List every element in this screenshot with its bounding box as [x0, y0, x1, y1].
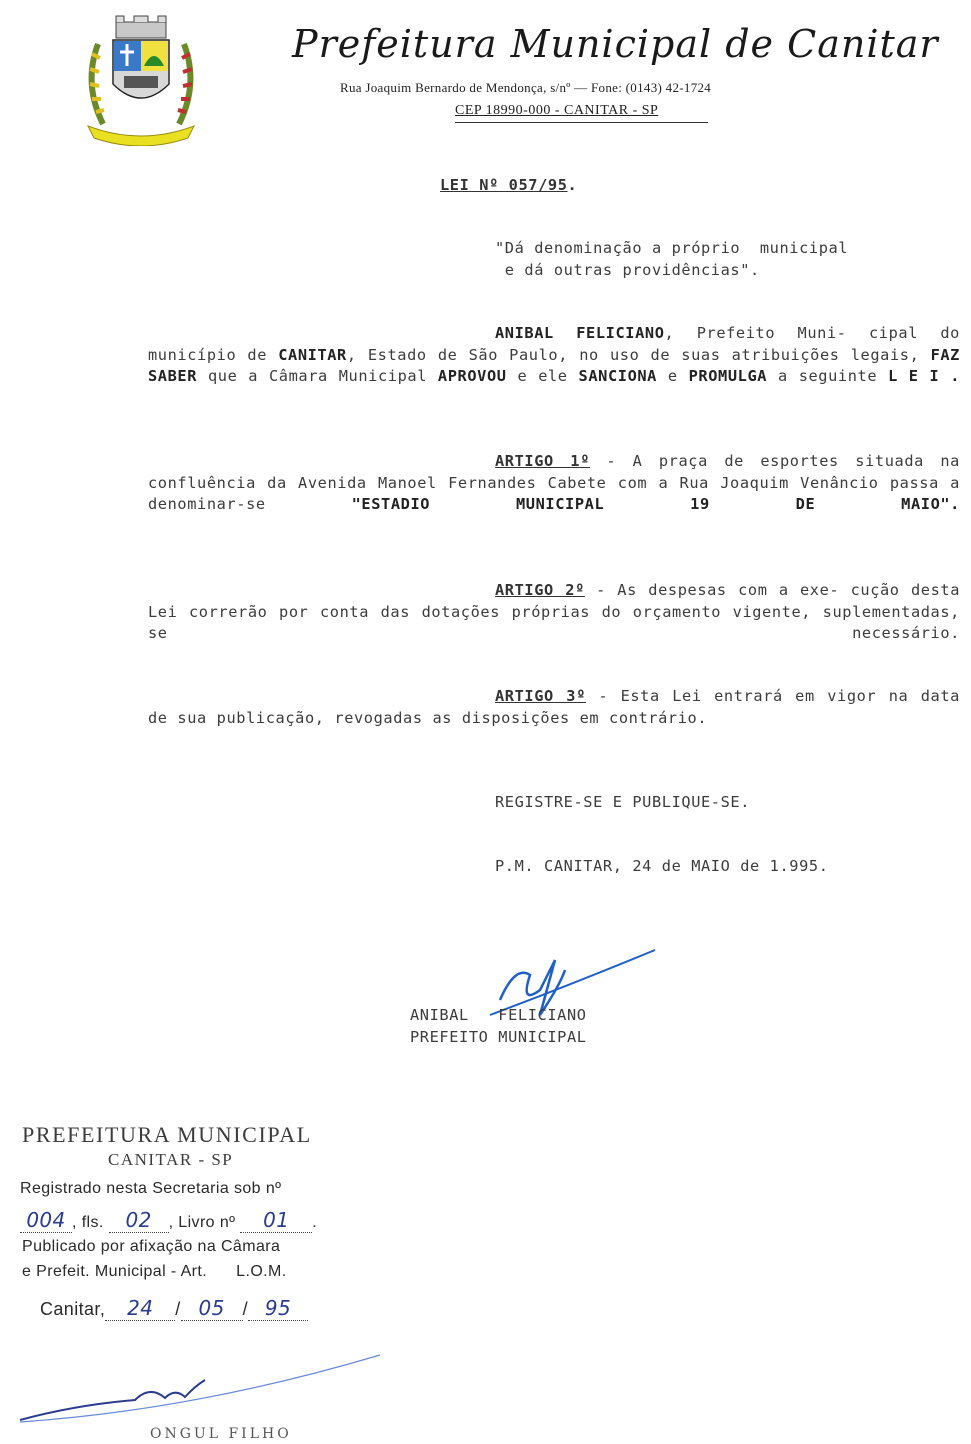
law-summary [495, 238, 848, 281]
law-summary-line-2: e dá outras providências". [495, 260, 760, 279]
lei-word: L E I . [888, 367, 960, 385]
book-number: 01 [240, 1208, 312, 1233]
stamp-city: CANITAR - SP [108, 1150, 234, 1169]
faz-saber: FAZ SABER [148, 345, 960, 385]
stamp-published-line-2 [22, 1263, 287, 1281]
fls-label: , fls. [72, 1214, 104, 1231]
preamble-text-6: a seguinte [767, 367, 889, 385]
preamble-text-3: que a Câmara Municipal [197, 367, 438, 385]
preamble-text-5: e [657, 367, 689, 385]
cep-underline [455, 122, 708, 123]
preamble-text-2: , Estado de São Paulo, no uso de suas atribuições legais, [346, 345, 931, 364]
promulga: PROMULGA [688, 367, 768, 385]
law-number [440, 175, 577, 197]
article-3 [148, 686, 960, 729]
stamp-month: 05 [181, 1296, 243, 1321]
mayor-name: ANIBAL FELICIANO [495, 324, 665, 342]
letterhead-address: Rua Joaquim Bernardo de Mendonça, s/nº — Fone: (0143) 42-1724 [340, 80, 712, 95]
city-name: CANITAR [278, 345, 347, 364]
law-summary-line-1: "Dá denominação a próprio municipal [495, 239, 849, 257]
letterhead-title: Prefeitura Municipal de Canitar [292, 22, 939, 66]
preamble-text-1: , Prefeito Muni- cipal do município de [148, 324, 960, 364]
registry-number: 004 [20, 1208, 72, 1233]
municipal-coat-of-arms-icon [78, 14, 204, 146]
published-article-label: e Prefeit. Municipal - Art. [22, 1263, 208, 1280]
article-2-text: - As despesas com a exe- cução desta Lei correrão por conta das dotações próprias do orçamento vigente, suplementadas, se necessário. [148, 581, 961, 642]
law-number-suffix: . [567, 176, 578, 194]
stamp-title: PREFEITURA MUNICIPAL [22, 1122, 312, 1147]
stamp-registry-line: 004 , fls. 02 , Livro nº 01 . [20, 1208, 317, 1233]
stadium-name: "ESTADIO MUNICIPAL 19 DE MAIO". [351, 495, 960, 513]
article-2 [148, 580, 960, 645]
stamp-date-line: Canitar, 24 / 05 / 95 [40, 1296, 308, 1321]
article-1-label: ARTIGO 1º [495, 452, 590, 470]
signer-name: ANIBAL FELICIANO [410, 1006, 587, 1024]
aprovou: APROVOU [437, 367, 507, 385]
article-2-label: ARTIGO 2º [495, 581, 585, 599]
signer-title: PREFEITO MUNICIPAL [410, 1028, 587, 1046]
stamp-day: 24 [105, 1296, 175, 1321]
stamp-city-label: Canitar, [40, 1299, 106, 1319]
closing-line: REGISTRE-SE E PUBLIQUE-SE. [495, 793, 751, 811]
article-3-label: ARTIGO 3º [495, 687, 586, 705]
stamp-registered-label: Registrado nesta Secretaria sob nº [20, 1180, 282, 1197]
folio-number: 02 [109, 1208, 169, 1233]
article-3-text: - Esta Lei entrará em vigor na data de sua publicação, revogadas as disposições em contrário. [148, 687, 960, 727]
livro-label: , Livro nº [168, 1214, 236, 1231]
stamp-year: 95 [248, 1296, 308, 1321]
date-line: P.M. CANITAR, 24 de MAIO de 1.995. [495, 857, 829, 875]
stamp-published-line-1: Publicado por afixação na Câmara [22, 1238, 281, 1255]
preamble-paragraph [148, 323, 960, 388]
article-1 [148, 451, 960, 516]
law-number-label: LEI Nº 057/95 [440, 176, 568, 194]
sanciona: SANCIONA [578, 367, 657, 385]
preamble-text-4: e ele [506, 367, 579, 385]
article-1-text: - A praça de esportes situada na confluência da Avenida Manoel Fernandes Cabete com a Rua Joaquim Venâncio passa a denominar-se [148, 452, 960, 513]
lom-label: L.O.M. [236, 1263, 287, 1280]
registrar-name-cutoff: ONGUL FILHO [150, 1426, 292, 1442]
letterhead-cep: CEP 18990-000 - CANITAR - SP [455, 103, 659, 118]
